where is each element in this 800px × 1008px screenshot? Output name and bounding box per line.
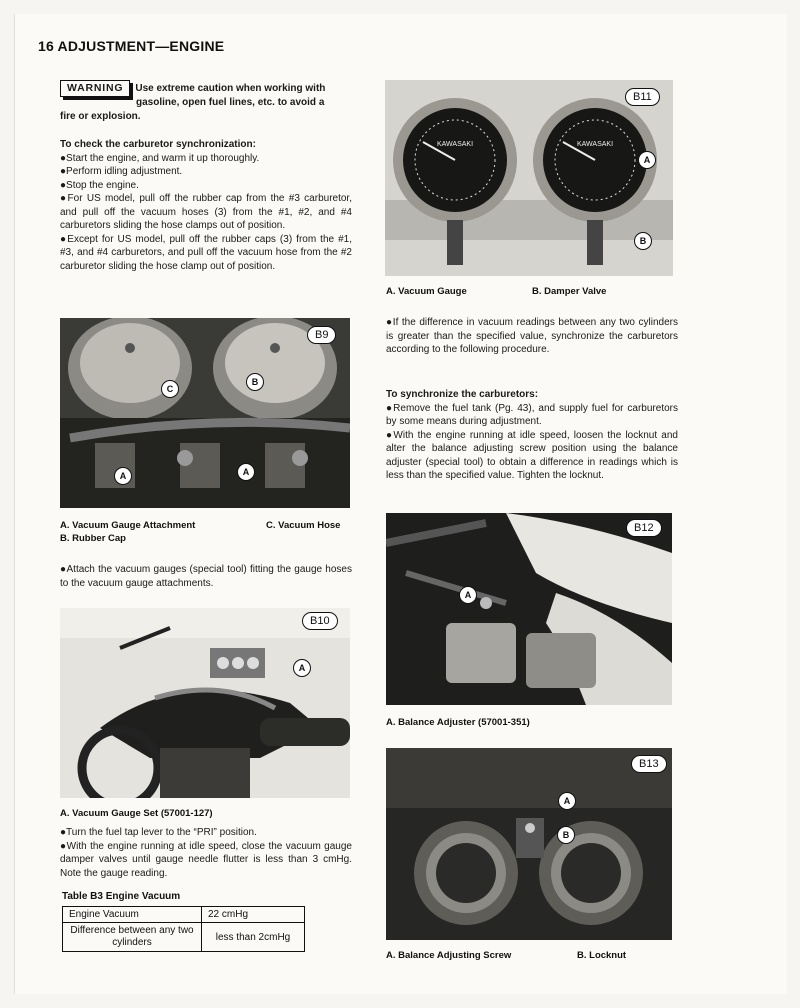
page-header: 16 ADJUSTMENT—ENGINE bbox=[38, 38, 225, 54]
vacuum-gauges-photo-graphic bbox=[385, 80, 673, 276]
check-sync-bullet: ●Except for US model, pull off the rubber caps (3) from the #1, #3, and #4 carburetors, and pull off the vacuum hose from the #2 carburetor sliding the hose clamp out of position. bbox=[60, 233, 352, 272]
warning-text-1: Use extreme caution when working with bbox=[135, 83, 326, 94]
sync-title: To synchronize the carburetors: bbox=[386, 389, 539, 400]
attach-gauges-text: ●Attach the vacuum gauges (special tool) fitting the gauge hoses to the vacuum gauge attachments. bbox=[60, 564, 352, 589]
callout-a: A bbox=[293, 659, 311, 677]
warning-block bbox=[60, 80, 352, 123]
table-cell: Difference between any two cylinders bbox=[63, 923, 202, 952]
figure-b10-caption-a: A. Vacuum Gauge Set (57001-127) bbox=[60, 808, 213, 819]
figure-b13-tag: B13 bbox=[631, 755, 667, 773]
figure-b10-tag: B10 bbox=[302, 612, 338, 630]
callout-a: A bbox=[459, 586, 477, 604]
callout-b: B bbox=[246, 373, 264, 391]
check-sync-title: To check the carburetor synchronization: bbox=[60, 139, 256, 150]
after-b10-text bbox=[60, 826, 352, 880]
figure-b11-caption-a: A. Vacuum Gauge bbox=[386, 286, 467, 297]
figure-b12-photo bbox=[386, 513, 672, 705]
figure-b9-caption-b: B. Rubber Cap bbox=[60, 533, 126, 544]
figure-b9-tag: B9 bbox=[307, 326, 336, 344]
figure-b12-tag: B12 bbox=[626, 519, 662, 537]
callout-a: A bbox=[237, 463, 255, 481]
figure-b9-photo bbox=[60, 318, 350, 508]
warning-text-2: gasoline, open fuel lines, etc. to avoid a bbox=[136, 97, 325, 108]
carburetor-throats-photo-graphic bbox=[386, 748, 672, 940]
gauge-brand-label: KAWASAKI bbox=[576, 141, 614, 148]
table-cell: less than 2cmHg bbox=[202, 923, 305, 952]
motorcycle-photo-graphic bbox=[60, 608, 350, 798]
check-sync-bullet: ●Perform idling adjustment. bbox=[60, 166, 183, 177]
warning-label: WARNING bbox=[60, 80, 130, 97]
table-row bbox=[63, 923, 305, 952]
callout-a: A bbox=[114, 467, 132, 485]
table-cell: Engine Vacuum bbox=[63, 907, 202, 923]
carburetor-photo-graphic bbox=[60, 318, 350, 508]
figure-b12-caption-a: A. Balance Adjuster (57001-351) bbox=[386, 717, 530, 728]
table-row bbox=[63, 907, 305, 923]
gauge-brand-label: KAWASAKI bbox=[436, 141, 474, 148]
check-sync-bullet: ●Start the engine, and warm it up thoroughly. bbox=[60, 152, 260, 164]
warning-text-3: fire or explosion. bbox=[60, 110, 141, 122]
figure-b10-photo bbox=[60, 608, 350, 798]
figure-b13-photo bbox=[386, 748, 672, 940]
callout-b: B bbox=[634, 232, 652, 250]
callout-a: A bbox=[558, 792, 576, 810]
figure-b11-caption-b: B. Damper Valve bbox=[532, 286, 607, 297]
sync-bullet: ●With the engine running at idle speed, loosen the locknut and alter the balance adjusting screw position using the balance adjuster (special tool) to obtain a difference in readings which is less than the specified value. Tighten the locknut. bbox=[386, 429, 678, 481]
figure-b11-tag: B11 bbox=[625, 88, 660, 106]
check-sync-bullet: ●Stop the engine. bbox=[60, 179, 139, 191]
sync-section bbox=[386, 388, 678, 483]
balance-adjuster-photo-graphic bbox=[386, 513, 672, 705]
figure-b13-caption-a: A. Balance Adjusting Screw bbox=[386, 950, 512, 961]
figure-b9-caption-a: A. Vacuum Gauge Attachment bbox=[60, 520, 196, 531]
after-b10-bullet: ●With the engine running at idle speed, close the vacuum gauge damper valves until gauge needle flutter is less than 3 cmHg. Note the gauge reading. bbox=[60, 840, 352, 879]
table-title: Table B3 Engine Vacuum bbox=[62, 891, 181, 902]
difference-text: ●If the difference in vacuum readings between any two cylinders is greater than the specified value, synchronize the carburetors according to the following procedure. bbox=[386, 317, 678, 355]
after-b10-bullet: ●Turn the fuel tap lever to the “PRI” position. bbox=[60, 827, 257, 838]
figure-b13-caption-b: B. Locknut bbox=[577, 950, 627, 961]
callout-b: B bbox=[557, 826, 575, 844]
sync-bullet: ●Remove the fuel tank (Pg. 43), and supply fuel for carburetors by some means during adjustment. bbox=[386, 402, 678, 427]
figure-b11-photo bbox=[385, 80, 673, 276]
callout-c: C bbox=[161, 380, 179, 398]
check-sync-bullet: ●For US model, pull off the rubber cap from the #3 carburetor, and pull off the vacuum hoses (3) from the #1, #2, and #4 carburetors sliding the hose clamps out of position. bbox=[60, 193, 352, 231]
engine-vacuum-table bbox=[62, 906, 305, 952]
figure-b9-caption-c: C. Vacuum Hose bbox=[266, 520, 341, 531]
callout-a: A bbox=[638, 151, 656, 169]
table-cell: 22 cmHg bbox=[202, 907, 305, 923]
check-sync-section bbox=[60, 138, 352, 273]
